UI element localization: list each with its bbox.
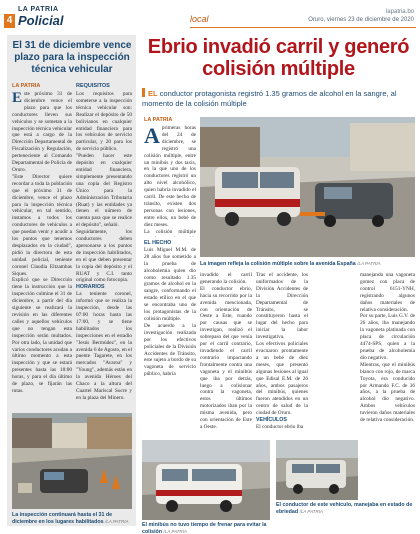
caption-text: El minibús no tuvo tiempo de frenar para evitar la colisión xyxy=(142,522,267,534)
main-paragraph: Mientras, que el minibús blanco con rojo, de marca Toyota, era conducido por Armando F.C. de 36 años, a la prueba de alcohol dio negativo. Ambos vehículos tuvieron daños materiales de relativa consideración. xyxy=(360,361,415,424)
sidebar-headline: El 31 de diciembre vence plazo para la inspección técnica vehicular xyxy=(12,40,132,75)
main-section-label: LA PATRIA xyxy=(144,117,173,123)
collision-scene-image xyxy=(200,117,415,257)
minibus-photo-caption xyxy=(142,522,270,534)
sidebar-subheading: HORARIOS xyxy=(76,284,105,291)
caption-text: La inspección continuará hasta el 31 de diciembre en los lugares habilitados xyxy=(12,512,113,525)
main-deck xyxy=(142,88,415,108)
minibus-image xyxy=(142,440,270,520)
deck-lead: EL xyxy=(148,89,158,98)
main-column-1-top xyxy=(144,125,196,237)
caption-text: El conductor de este vehículo, manejaba en estado de ebriedad xyxy=(276,502,413,515)
main-paragraph: De acuerdo a la investigación realizada por los efectivos policiales de la División Accidentes de Tránsito, este sujeto a bordo de su vagoneta de servicio público, habría xyxy=(144,322,196,378)
main-column-3 xyxy=(256,272,308,436)
sidebar-subheading: REQUISITOS xyxy=(76,83,110,89)
vagoneta-photo xyxy=(276,440,358,500)
sidebar-paragraph: La teniente coronel, informó que se realiza la inspección, desde las 07:00 horas hasta las 17:00, y se tiene habilitados los inspecciones en el estadio "Jesús Bermúdez", en la avenida 6 de Agosto, en el puente Tagarete, en los mercados "Avaroa" y "Young", además están en la avenida Héroes del Chaco a la altura del Cuartel Mariscal Sucre y en la plaza del Minero. xyxy=(76,291,132,401)
main-paragraph: Los efectivos policiales evacuaron prontamente a un bebé de diez meses, que presentó algunas lesiones al igual que Edisal E.M. de 26 años, ambos pasajeros del minibús, quienes fueron atendidos en un centro de salud de la ciudad de Oruro. xyxy=(256,341,308,417)
main-dropcap: A xyxy=(144,125,160,148)
main-paragraph: La colisión múltiple xyxy=(144,228,196,235)
main-subheading: EL HECHO xyxy=(144,240,172,246)
main-paragraph: El conductor ebrio iba xyxy=(256,423,304,430)
main-headline: Ebrio invadió carril y generó colisión múltiple xyxy=(147,36,410,80)
section-name: local xyxy=(190,14,209,24)
deck-accent-bar xyxy=(142,88,145,97)
main-paragraph: Tras el accidente, los uniformados de la División Accidentes de la Dirección Departamental de Tránsito, se constituyeron hasta el lugar del hecho para iniciar la labor investigativa. xyxy=(256,272,308,341)
dateline: Oruro, viernes 23 de diciembre de 2020 xyxy=(308,17,414,23)
main-photo-caption xyxy=(200,261,415,268)
main-paragraph: primeras horas del 24 de diciembre, se registró una colisión múltiple, entre un minibús y dos taxis, en la que uno de los conductores registró un alto nivel alcohólico, quien habría invadido el carril. De este hecho de tránsito, existen dos personas con lesiones, entre ellos, un bebé de diez meses. xyxy=(144,125,196,228)
sidebar-photo xyxy=(12,413,132,509)
main-paragraph: Por su parte, Luis G.V. de 26 años, iba manejando la vagoneta platinada con placa de circulación 4474-SPS, quien a la prueba de alcoholemia dio negativo. xyxy=(360,313,415,361)
vagoneta-image xyxy=(276,440,358,500)
sidebar-paragraph: Explicó que se Dirección tiene la instrucción que la inspección culmine el 31 de diciembre, a partir del día siguiente se realizará la revisión en las diferentes calles y aquellos vehículos que no tengan esta inspección serán multados. Por otra lado, la unidad que varios conductores acudan a último momento a esta inspección y que se estará presentes hasta las 18:00 horas, y para el día último de plazo, se fijarán las rutas. xyxy=(12,277,72,394)
deck-text: conductor protagonista registró 1.35 gramos de alcohol en la sangre, al momento de la colisión múltiple xyxy=(142,89,397,108)
site-name: lapatria.bo xyxy=(385,9,414,15)
main-column-1-bottom xyxy=(144,240,196,436)
sidebar-paragraph: "Pueden hacer este depósito en cualquier entidad financiera, simplemente presentando una copia del Registro Único para la Administración Tributaria (Ruat) y las entidades ya tienen el número de cuenta para que se realice el depósito", señaló. xyxy=(76,153,132,229)
minibus-photo xyxy=(142,440,270,520)
main-photo xyxy=(200,117,415,257)
street-inspection-image xyxy=(12,413,132,509)
vagoneta-photo-caption xyxy=(276,502,416,515)
page-header xyxy=(0,0,420,30)
main-subheading: VEHÍCULOS xyxy=(256,417,287,424)
sidebar-paragraph: Seguidamente, los conductores deben apersonarse a los puntos de inspección habilitados, en el que deben presentar la copia del depósito y el RUAT y C.I. tanto original como fotocopia. xyxy=(76,229,132,284)
newspaper-logo: LA PATRIA xyxy=(18,6,59,13)
sidebar-paragraph: Los requisitos para someterse a la inspección técnica vehicular son: Realizar el depósito de 50 bolivianos en cualquier entidad financiera para los vehículos de servicio particular, y 20 para los de servicio público. xyxy=(76,91,132,153)
sidebar-section-label: LA PATRIA xyxy=(12,83,41,89)
main-column-4 xyxy=(360,272,415,436)
main-paragraph: El conductor ebrio, hacia su recorrido por la avenida mencionada, con orientación de Oeste a Este, cuando por causas que se investigan, realizó el sobrepaso del que venía por el carril contrario, invadiendo el carril contrario impactando frontalmente contra una vagoneta y el minibús que iba por detrás, luego a colisionar contra la vagoneta, estos últimos motorizados iban por la misma avenida, pero con orientación de Este a Oeste. xyxy=(200,285,252,430)
sidebar-column-1 xyxy=(12,91,72,411)
photo-credit: /LA PATRIA xyxy=(105,518,129,524)
section-logo: Policial xyxy=(18,13,64,28)
main-paragraph: manejando una vagoneta gomez con placa de control 6151-YNH, registrando algunos daños materiales de relativa consideración. xyxy=(360,272,415,313)
sidebar-column-2 xyxy=(76,91,132,411)
main-column-2 xyxy=(200,272,252,436)
header-divider xyxy=(190,27,416,28)
sidebar-paragraph: ste próximo 31 de diciembre vence el plazo para que los conductores lleven sus vehículos y se sometan a la inspección técnica vehicular que está a cargo de la Dirección Departamental de Fiscalización y Regulación, perteneciente al Comando Departamental de Policía de Oruro. xyxy=(12,91,72,173)
photo-credit: /LA PATRIA xyxy=(357,261,381,266)
photo-credit: /LA PATRIA xyxy=(163,528,187,534)
sidebar-dropcap: E xyxy=(12,91,23,106)
main-paragraph: Luis Miguel M.M. de 28 años fue sometido a la prueba de alcoholemia quien dio como resultado 1.35 gramos de alcohol en la sangre, conformando el estado etílico en el que se encontraba uno de los protagonistas de la colisión múltiple. xyxy=(144,246,196,322)
main-paragraph: invadido el carril generando la colisión. xyxy=(200,272,252,285)
photo-credit: /LA PATRIA xyxy=(299,508,323,514)
page-number: 4 xyxy=(4,14,15,28)
sidebar-photo-caption xyxy=(12,512,134,525)
caption-text: La imagen refleja la colisión múltiple sobre la avenida España xyxy=(200,261,356,267)
sidebar-paragraph: "Este Director quiere recordar a toda la población que el próximo 31 de diciembre, vence el plazo para la inspección técnica vehicular, en tal sentido, instamos a todos los conductores de vehículos a que puedan venir y acudir a los puntos que tenemos desplazados en la ciudad", pidió la directora de esta unidad policial, teniente coronel Claudia Eltzambas Siques. xyxy=(12,173,72,277)
